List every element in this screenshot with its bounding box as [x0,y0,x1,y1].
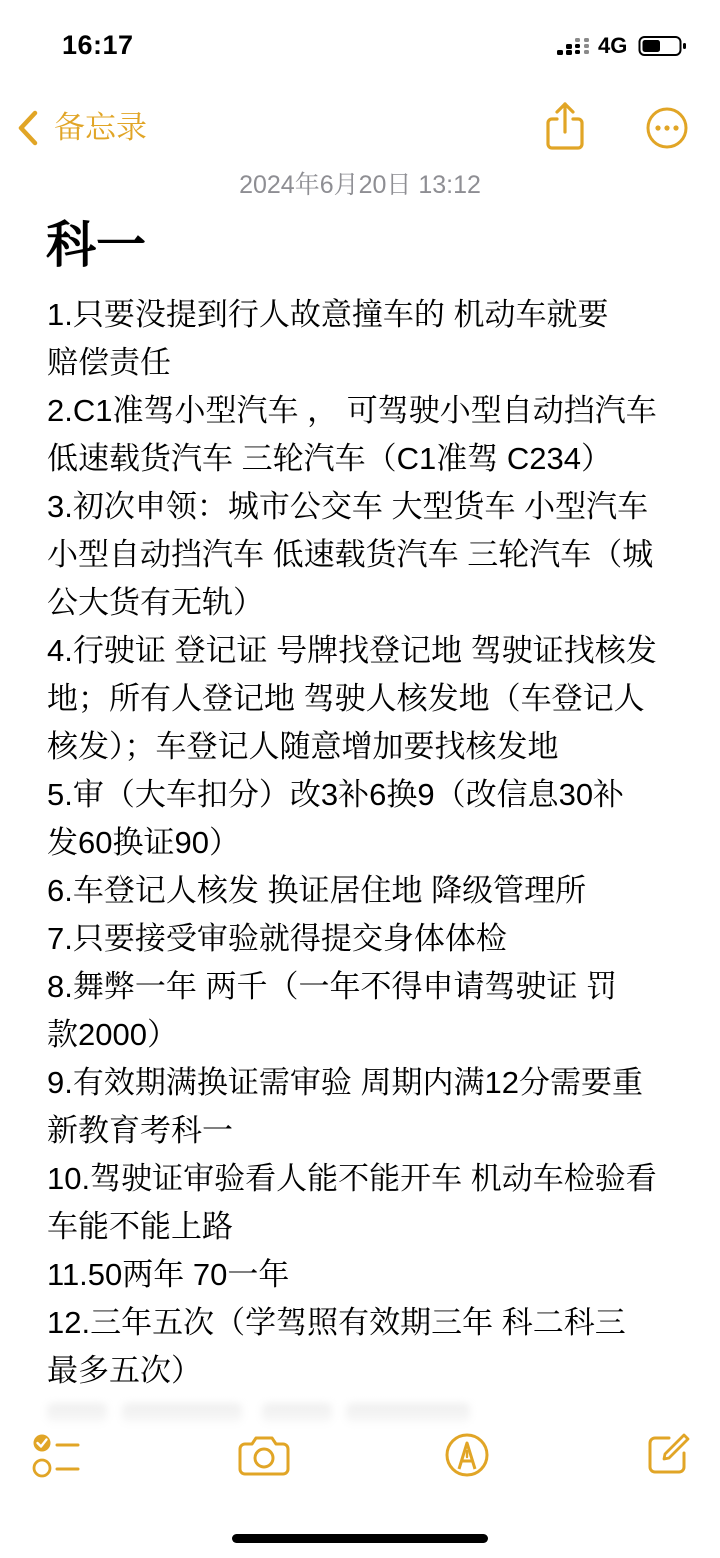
note-item [47,1155,707,1251]
note-line: 车能不能上路 [47,1209,233,1244]
note-body[interactable] [47,291,707,1395]
note-line: 发60换证90） [47,825,240,860]
share-icon [543,100,587,152]
note-item [47,291,707,387]
note-line: 核发）；车登记人随意增加要找核发地 [47,729,559,764]
note-date: 2024年6月20日 13:12 [239,171,481,199]
note-editor[interactable] [0,205,720,1400]
note-line: 2.C1准驾小型汽车 ， 可驾驶小型自动挡汽车 [47,393,657,428]
camera-button[interactable] [236,1433,292,1477]
note-item [47,627,707,771]
note-item [47,963,707,1059]
markup-button[interactable] [444,1432,490,1478]
share-button[interactable] [540,98,590,154]
note-line: 12.三年五次（学驾照有效期三年 科二科三 [47,1305,626,1340]
note-item [47,867,707,915]
checklist-button[interactable] [30,1432,82,1480]
note-line: 新教育考科一 [47,1113,233,1148]
note-line: 6.车登记人核发 换证居住地 降级管理所 [47,873,587,908]
compose-icon [644,1430,692,1478]
markup-pen-icon [444,1432,490,1478]
note-line: 款2000） [47,1017,178,1052]
back-label: 备忘录 [54,110,147,145]
compose-button[interactable] [644,1430,692,1478]
note-item [47,387,707,483]
note-line: 4.行驶证 登记证 号牌找登记地 驾驶证找核发 [47,633,657,668]
checklist-icon [30,1432,82,1480]
battery-icon [638,35,688,57]
status-time: 16:17 [62,30,134,60]
note-line: 9.有效期满换证需审验 周期内满12分需要重 [47,1065,643,1100]
note-item [47,483,707,627]
note-title: 科一 [46,217,146,273]
note-line: 最多五次） [47,1353,202,1388]
note-line: 赔偿责任 [47,345,171,380]
note-line: 5.审（大车扣分）改3补6换9（改信息30补 [47,777,625,812]
more-button[interactable] [640,101,694,155]
note-line: 10.驾驶证审验看人能不能开车 机动车检验看 [47,1161,657,1196]
note-line: 8.舞弊一年 两千（一年不得申请驾驶证 罚 [47,969,618,1004]
note-line: 小型自动挡汽车 低速载货汽车 三轮汽车（城 [47,537,654,572]
ellipsis-circle-icon [645,106,689,150]
chevron-left-icon [14,108,42,148]
note-line: 3.初次申领：城市公交车 大型货车 小型汽车 [47,489,649,524]
note-item [47,915,707,963]
home-indicator[interactable] [232,1534,488,1543]
note-line: 地；所有人登记地 驾驶人核发地（车登记人 [47,681,645,716]
note-line: 1.只要没提到行人故意撞车的 机动车就要 [47,297,609,332]
note-item [47,1299,707,1395]
note-item [47,1059,707,1155]
network-type: 4G [598,33,628,58]
note-line: 低速载货汽车 三轮汽车（C1准驾 C234） [47,441,612,476]
camera-icon [236,1433,292,1477]
cellular-signal-icon [556,36,592,56]
note-line: 11.50两年 70一年 [47,1257,290,1292]
note-line: 7.只要接受审验就得提交身体体检 [47,921,507,956]
note-line: 公大货有无轨） [47,585,264,620]
note-item [47,771,707,867]
note-item [47,1251,707,1299]
back-button[interactable] [12,104,157,152]
